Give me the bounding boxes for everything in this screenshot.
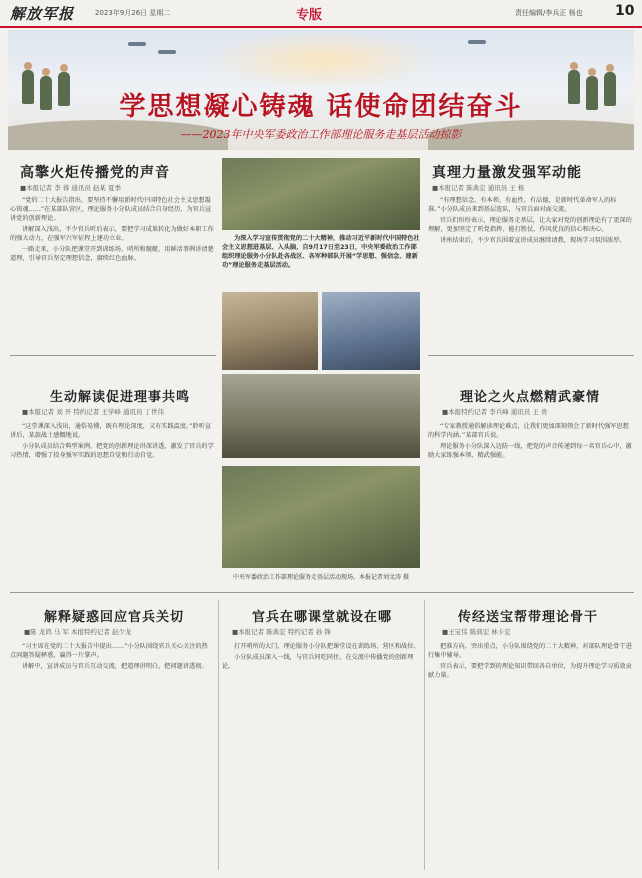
photo-classroom — [222, 292, 318, 370]
paragraph: 理论服务小分队深入边防一线，把党的声音传递到每一名官兵心中，激励大家练强本领、精武强能。 — [428, 443, 632, 459]
jet-icon — [128, 42, 146, 46]
jet-icon — [468, 40, 486, 44]
article-1-title: 高擎火炬传播党的声音 — [20, 165, 170, 181]
paragraph: 官兵们纷纷表示，理论服务走基层，让大家对党的创新理论有了更深的理解，更加坚定了听党指挥、能打胜仗、作风优良的信心和决心。 — [428, 217, 632, 233]
paragraph: 一路走来，小分队把课堂开到训练场、哨所和舰艇，用鲜活事例讲清楚道理，引导官兵坚定理想信念，赓续红色血脉。 — [10, 246, 214, 262]
article-3-title: 生动解读促进理事共鸣 — [50, 390, 191, 405]
paragraph: 讲解中，宣讲成员与官兵互动交流，把道理讲明白，把问题讲透彻。 — [22, 663, 208, 670]
article-5-body — [10, 642, 214, 870]
article-7-byline: ■王宝伟 陈典宏 林卡宏 — [442, 628, 511, 636]
newspaper-logo: 解放军报 — [10, 5, 75, 23]
paragraph: “专家教授通俗解读理论难点，让我们更加深刻领会了新时代强军思想的科学内涵。”某部官兵说。 — [428, 423, 629, 439]
paragraph: 小分队成员深入一线，与官兵同吃同住，在交流中传播党的创新理论。 — [222, 654, 414, 670]
article-7-body — [428, 642, 634, 870]
paragraph: 把准方向，突出重点，小分队围绕党的二十大精神，对部队理论骨干进行集中辅导。 — [428, 643, 632, 659]
article-5-byline: ■陈 龙鸿 马 军 本报特约记者 赵少龙 — [24, 628, 132, 636]
banner-sun-glow — [208, 30, 438, 90]
photo-lecture — [222, 374, 420, 458]
paragraph: 讲解深入浅出，不少官兵听后表示，要把学习成果转化为做好本职工作的强大动力，在强军兴军征程上建功立业。 — [10, 226, 214, 242]
article-1-body — [10, 196, 214, 348]
banner-image — [8, 30, 634, 150]
article-4-body — [428, 422, 634, 572]
paragraph: “习主席在党的二十大报告中提出……”小分队围绕官兵关心关注的热点问题答疑释惑，赢得一片掌声。 — [10, 643, 208, 659]
article-7-title: 传经送宝帮带理论骨干 — [458, 610, 599, 625]
issue-date: 2023年9月26日 星期二 — [95, 9, 171, 17]
article-3-body — [10, 422, 214, 572]
paragraph: “有理想信念、有本领、有血性、有品德，是新时代革命军人的标准。”小分队成员来到基层连队，与官兵面对面交流。 — [428, 197, 617, 213]
article-4-byline: ■本报特约记者 李兵峰 通讯员 王 贵 — [442, 408, 548, 416]
section-divider — [10, 592, 634, 593]
paragraph: “党的二十大报告指出，要坚持不懈用新时代中国特色社会主义思想凝心铸魂……”在某部队营区，理论服务小分队成员结合自身经历，为官兵宣讲党的创新理论。 — [10, 197, 212, 222]
article-4-title: 理论之火点燃精武豪情 — [460, 390, 601, 405]
paragraph: 讲座结束后，不少官兵围着宣讲成员继续请教，现场学习氛围浓厚。 — [440, 237, 626, 244]
editor-credit: 责任编辑/李兵正 杨也 — [515, 9, 583, 17]
photo-lecture-scene — [222, 466, 420, 568]
paragraph: 小分队成员结合典型案例，把党的创新理论讲深讲透，激发了官兵的学习热情，增强了投身强军实践的思想自觉和行动自觉。 — [10, 443, 214, 459]
article-2-byline: ■本报记者 陈典宏 通讯员 王 栋 — [432, 184, 525, 192]
article-3-byline: ■本报记者 刘 开 特约记者 王学峰 通讯员 丁世伟 — [22, 408, 165, 416]
article-6-title: 官兵在哪课堂就设在哪 — [252, 610, 393, 625]
lead-paragraph — [222, 234, 420, 288]
article-6-body — [222, 642, 422, 870]
article-5-title: 解释疑惑回应官兵关切 — [44, 610, 185, 625]
paragraph: 官兵表示，要把学到的理论知识带回各自单位，为提升理论学习质效贡献力量。 — [428, 663, 632, 679]
paragraph: “这堂课深入浅出，通俗易懂，既有理论深度，又有实践温度。”聆听宣讲后，某旅战士感慨地说。 — [10, 423, 211, 439]
article-1-byline: ■本报记者 李 蓉 通讯员 赵某 夏季 — [20, 184, 121, 192]
column-divider — [424, 600, 425, 870]
section-title: 专版 — [296, 8, 323, 23]
banner-headline: 学思想凝心铸魂 话使命团结奋斗 — [119, 92, 523, 122]
masthead — [0, 0, 642, 28]
banner-subtitle: ——2023年中央军委政治工作部理论服务走基层活动掠影 — [180, 128, 462, 141]
divider — [428, 355, 634, 356]
paragraph: 打开哨所的大门，理论服务小分队把课堂设在训练场、营区和战位。 — [234, 643, 420, 650]
photo-field — [322, 292, 420, 370]
divider — [10, 355, 216, 356]
column-divider — [218, 600, 219, 870]
article-2-body — [428, 196, 634, 348]
article-6-byline: ■本报记者 陈典宏 特约记者 孙 锋 — [232, 628, 331, 636]
article-2-title: 真理力量激发强军动能 — [432, 165, 582, 181]
lead-text: 为深入学习宣传贯彻党的二十大精神，推动习近平新时代中国特色社会主义思想进基层、入头脑，自9月17日至23日，中央军委政治工作部组织理论服务小分队赴各战区、各军种部队开展“学思想、强信念、建新功”理论服务走基层活动。 — [222, 235, 420, 269]
jet-icon — [158, 50, 176, 54]
photo-army-gathering — [222, 158, 420, 230]
photo-caption: 中央军委政治工作部理论服务走基层活动现场。本报记者刘文涛 摄 — [233, 574, 409, 581]
page-number: 10 — [615, 3, 635, 19]
